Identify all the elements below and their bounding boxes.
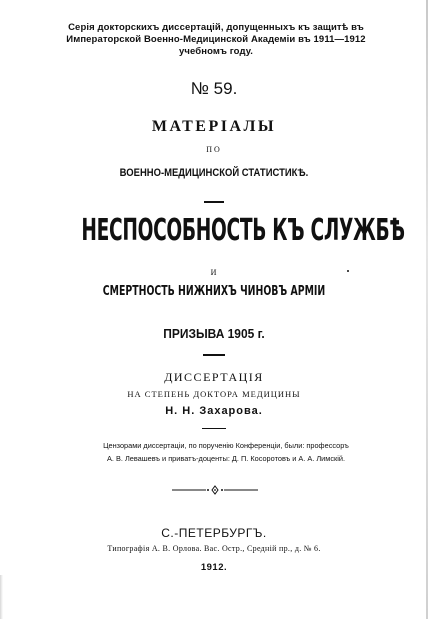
scan-left-shadow bbox=[0, 575, 3, 619]
dissertation-label: ДИССЕРТАЦІЯ bbox=[164, 370, 264, 384]
divider-rule bbox=[203, 354, 225, 356]
series-line-2: Императорской Военно-Медицинской Академіи въ 1911—1912 bbox=[66, 34, 366, 45]
collection-title: МАТЕРІАЛЫ bbox=[151, 118, 277, 135]
author-name: Н. Н. Захарова. bbox=[165, 405, 263, 417]
speck bbox=[347, 270, 349, 272]
censors-note bbox=[69, 439, 383, 465]
series-line-3: учебномъ году. bbox=[179, 46, 253, 57]
draft-year-title: ПРИЗЫВА 1905 г. bbox=[163, 326, 265, 341]
imprint-city: С.-ПЕТЕРБУРГЪ. bbox=[161, 526, 267, 540]
series-note bbox=[66, 22, 366, 58]
degree-line: НА СТЕПЕНЬ ДОКТОРА МЕДИЦИНЫ bbox=[127, 389, 301, 399]
secondary-title: СМЕРТНОСТЬ НИЖНИХЪ ЧИНОВЪ АРМІИ bbox=[102, 284, 326, 299]
censors-line-2: А. В. Левашевъ и приватъ-доценты: Д. П. Косоротовъ и А. А. Лимскій. bbox=[106, 454, 346, 463]
main-title: НЕСПОСОБНОСТЬ КЪ СЛУЖБѢ bbox=[81, 213, 405, 248]
divider-rule bbox=[202, 428, 226, 429]
collection-subject: ВОЕННО-МЕДИЦИНСКОЙ СТАТИСТИКѢ. bbox=[119, 167, 309, 179]
divider-rule bbox=[204, 201, 224, 203]
imprint-press: Типографія А. В. Орлова. Вас. Остр., Средній пр., д. № 6. bbox=[107, 544, 321, 553]
series-line-1: Серія докторскихъ диссертацій, допущенныхъ къ защитѣ въ bbox=[68, 22, 364, 33]
issue-number: № 59. bbox=[190, 79, 238, 98]
imprint-year: 1912. bbox=[200, 562, 228, 573]
ornament-divider-icon bbox=[172, 485, 258, 495]
title-conjunction: И bbox=[210, 268, 218, 277]
censors-line-1: Цензорами диссертаціи, по порученію Конференціи, были: профессоръ bbox=[103, 441, 349, 450]
collection-po: ПО bbox=[206, 145, 222, 154]
